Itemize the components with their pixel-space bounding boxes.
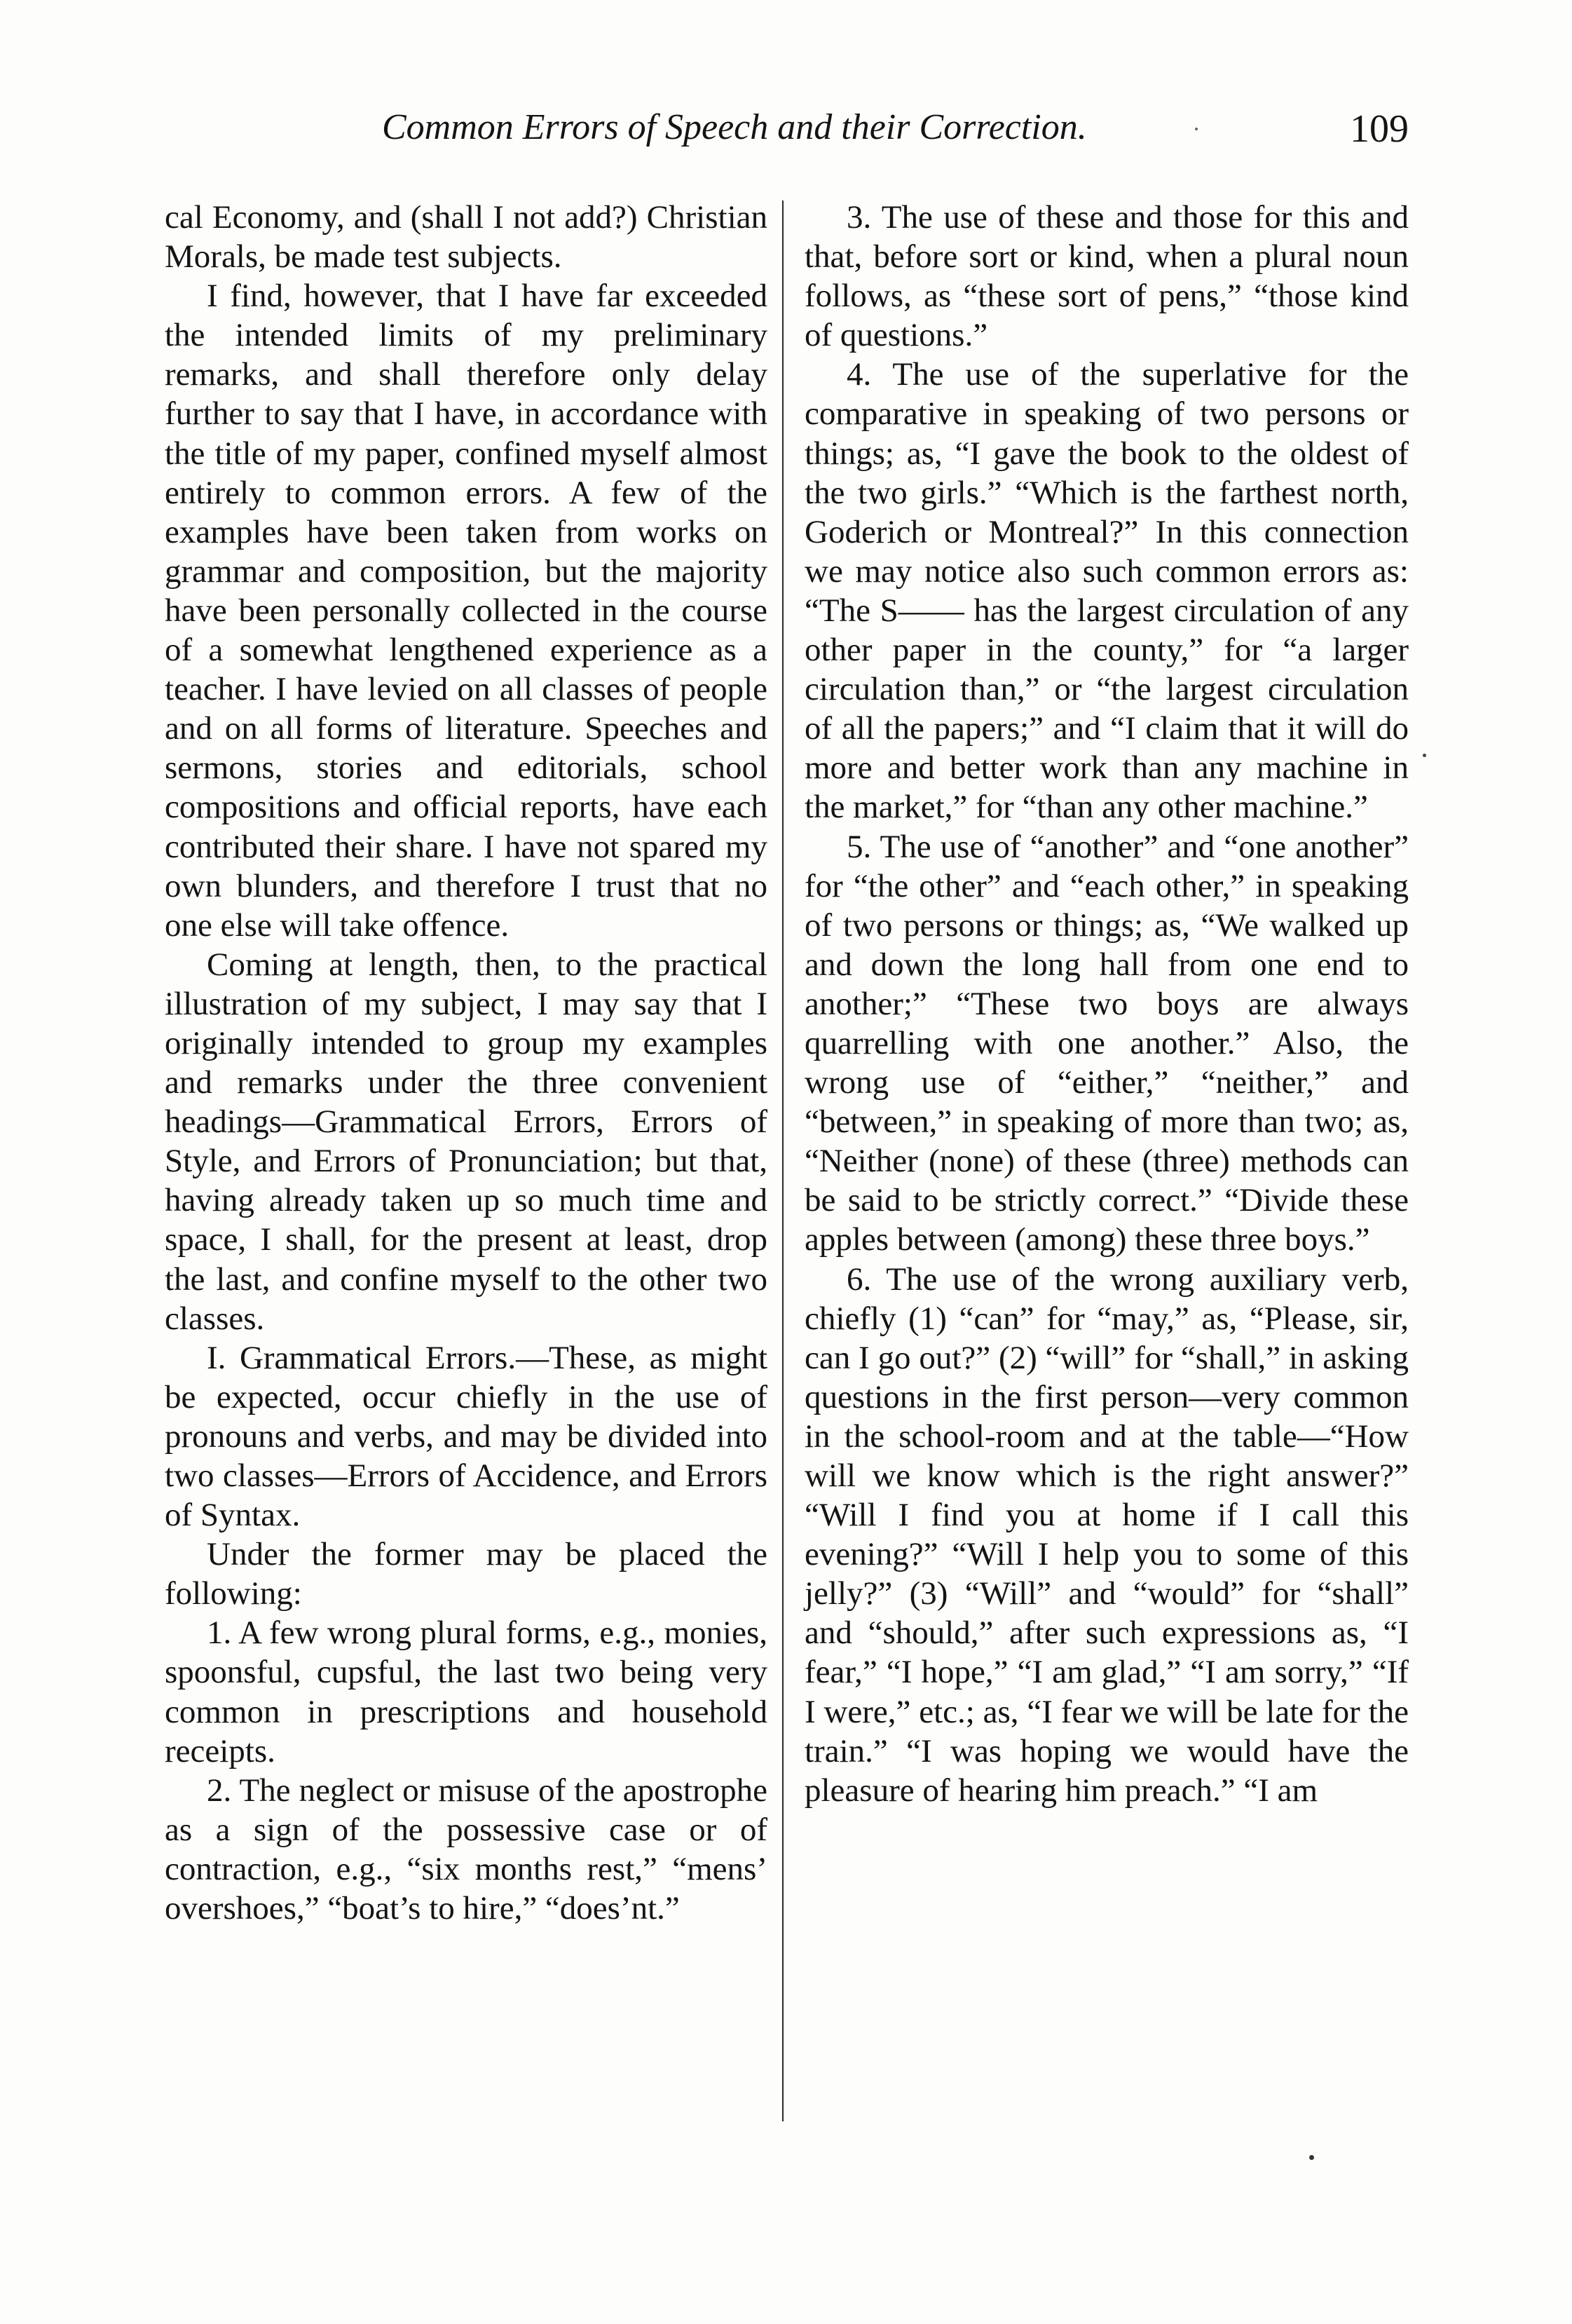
page-header — [165, 107, 1409, 163]
ink-speck — [1309, 2155, 1314, 2160]
ink-speck — [1195, 128, 1198, 130]
ink-speck — [1423, 754, 1426, 757]
list-item: 5. The use of “another” and “one another” for “the other” and “each other,” in speaking of two persons or things; as, “We walked up and down the long hall from one end to another;” “These two boys are always quarrelling with one another.” Also, the wrong use of “either,” “neither,” and “between,” in speaking of more than two; as, “Neither (none) of these (three) methods can be said to be strictly correct.” “Divide these apples between (among) these three boys.” — [805, 828, 1409, 1258]
running-title: Common Errors of Speech and their Correction. — [382, 107, 1087, 147]
left-column — [165, 198, 767, 1928]
list-item: 2. The neglect or misuse of the apostrophe as a sign of the possessive case or of contraction, e.g., “six months rest,” “mens’ overshoes,” “boat’s to hire,” “does’nt.” — [165, 1772, 767, 1927]
right-column — [805, 198, 1409, 1810]
paragraph: Under the former may be placed the following: — [165, 1536, 767, 1612]
page-number: 109 — [1350, 107, 1409, 151]
paragraph: Coming at length, then, to the practical illustration of my subject, I may say that I originally intended to group my examples and remarks under the three convenient headings—Grammatical Errors, Errors of Style, and Errors of Pronunciation; but that, having already taken up so much time and space, I shall, for the present at least, drop the last, and confine myself to the other two classes. — [165, 946, 767, 1337]
paragraph: I find, however, that I have far exceeded the intended limits of my preliminary remarks, and shall therefore only delay further to say that I have, in accordance with the title of my paper, confined myself almost entirely to common errors. A few of the examples have been taken from works on grammar and composition, but the majority have been personally collected in the course of a somewhat lengthened experience as a teacher. I have levied on all classes of people and on all forms of literature. Speeches and sermons, stories and editorials, school compositions and official reports, have each contributed their share. I have not spared my own blunders, and therefore I trust that no one else will take offence. — [165, 278, 767, 944]
list-item: 6. The use of the wrong auxiliary verb, chiefly (1) “can” for “may,” as, “Please, sir, can I go out?” (2) “will” for “shall,” in asking questions in the first person—very common in the school-room and at the table—“How will we know which is the right answer?” “Will I find you at home if I call this evening?” “Will I help you to some of this jelly?” (3) “Will” and “would” for “shall” and “should,” after such expressions as, “I fear,” “I hope,” “I am glad,” “I am sorry,” “If I were,” etc.; as, “I fear we will be late for the train.” “I was hoping we would have the pleasure of hearing him preach.” “I am — [805, 1260, 1409, 1809]
list-item: 4. The use of the superlative for the comparative in speaking of two persons or things; as, “I gave the book to the oldest of the two girls.” “Which is the farthest north, Goderich or Montreal?” In this connection we may notice also such common errors as: “The S—— has the largest circulation of any other paper in the county,” for “a larger circulation than,” or “the largest circulation of all the papers;” and “I claim that it will do more and better work than any machine in the market,” for “than any other machine.” — [805, 356, 1409, 826]
column-divider — [782, 201, 784, 2121]
section-heading-paragraph: I. Grammatical Errors.—These, as might be expected, occur chiefly in the use of pronouns and verbs, and may be divided into two classes—Errors of Accidence, and Errors of Syntax. — [165, 1339, 767, 1534]
list-item: 3. The use of these and those for this and that, before sort or kind, when a plural noun follows, as “these sort of pens,” “those kind of questions.” — [805, 199, 1409, 354]
paragraph: cal Economy, and (shall I not add?) Christian Morals, be made test subjects. — [165, 199, 767, 276]
list-item: 1. A few wrong plural forms, e.g., monies, spoonsful, cupsful, the last two being very common in prescriptions and household receipts. — [165, 1615, 767, 1769]
